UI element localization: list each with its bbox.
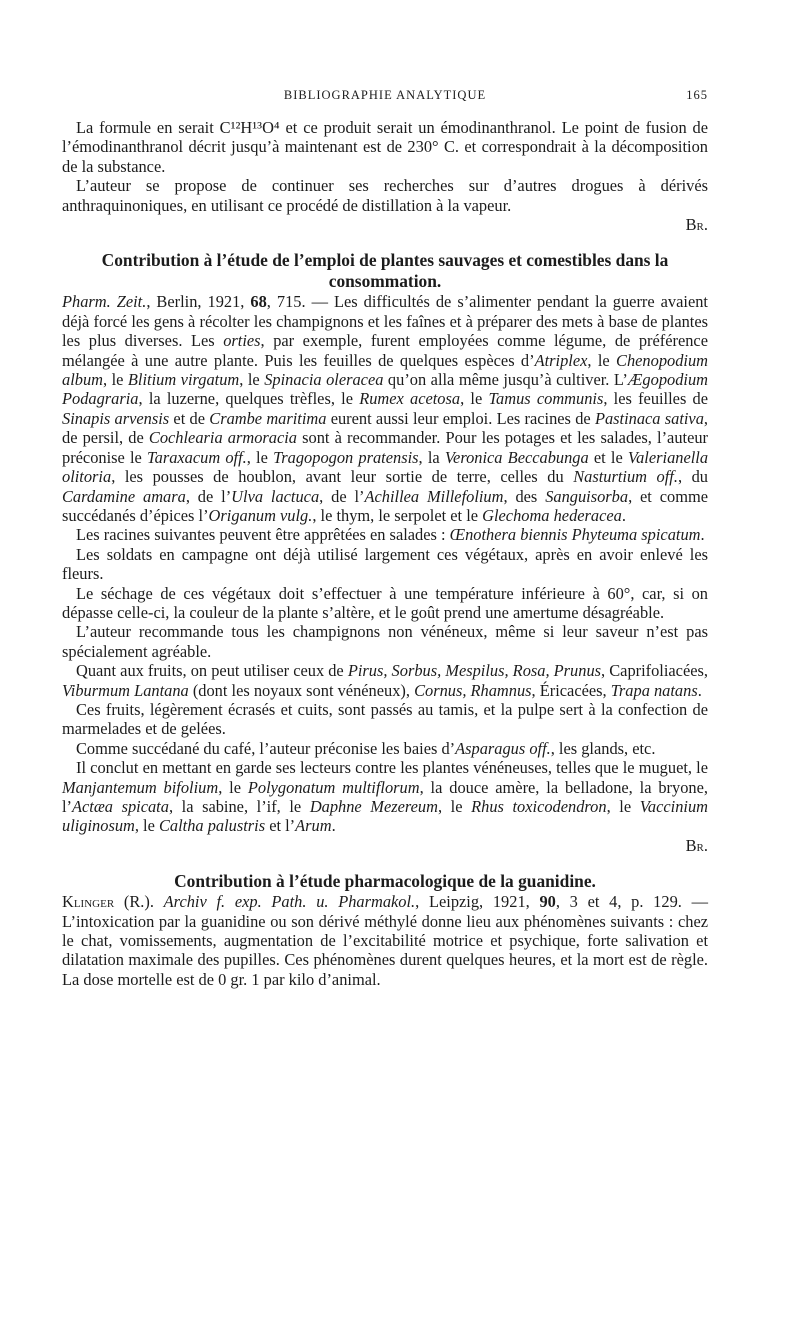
article1-paragraph-1: Pharm. Zeit., Berlin, 1921, 68, 715. — Les difficultés de s’alimenter pendant la guerre avaient déjà forcé les gens à récolter les champignons et les faînes et à préparer des mets à base de plantes les plus diverses. Les orties, par exemple, furent employées comme légume, de préférence mélangée à une autre plante. Puis les feuilles de quelques espèces d’Atriplex, le Chenopodium album, le Blitium virgatum, le Spinacia oleracea qu’on alla même jusqu’à cultiver. L’Ægopodium Podagraria, la luzerne, quelques trèfles, le Rumex acetosa, le Tamus communis, les feuilles de Sinapis arvensis et de Crambe maritima eurent aussi leur emploi. Les racines de Pastinaca sativa, de persil, de Cochlearia armoracia sont à recommander. Pour les potages et les salades, l’auteur préconise le Taraxacum off., le Tragopogon pratensis, la Veronica Beccabunga et le Valerianella olitoria, les pousses de houblon, avant leur sortie de terre, celles du Nasturtium off., du Cardamine amara, de l’Ulva lactuca, de l’Achillea Millefolium, des Sanguisorba, et comme succédanés d’épices l’Origanum vulg., le thym, le serpolet et le Glechoma hederacea. [62, 292, 709, 525]
article1-paragraph-9: Il conclut en mettant en garde ses lecteurs contre les plantes vénéneuses, telles que le muguet, le Manjantemum bifolium, le Polygonatum multiflorum, la douce amère, la belladone, la bryone, l’Actæa spicata, la sabine, l’if, le Daphne Mezereum, le Rhus toxicodendron, le Vaccinium uliginosum, le Caltha palustris et l’Arum. [62, 758, 708, 836]
article1-title: Contribution à l’étude de l’emploi de plantes sauvages et comestibles dans la consommation. [101, 250, 669, 292]
page [62, 0, 708, 989]
article1-paragraph-6: Quant aux fruits, on peut utiliser ceux de Pirus, Sorbus, Mespilus, Rosa, Prunus, Caprifoliacées, Viburmum Lantana (dont les noyaux sont vénéneux), Cornus, Rhamnus, Éricacées, Trapa natans. [62, 661, 708, 700]
article1-paragraph-7: Ces fruits, légèrement écrasés et cuits, sont passés au tamis, et la pulpe sert à la confection de marmelades et de gelées. [62, 699, 708, 739]
article1-volume: 68 [250, 292, 267, 312]
article1-paragraph-3: Les soldats en campagne ont déjà utilisé largement ces végétaux, après en avoir enlevé les fleurs. [62, 544, 708, 584]
intro-signature: Br. [685, 215, 708, 235]
article1-paragraph-5: L’auteur recommande tous les champignons non vénéneux, même si leur saveur n’est pas spécialement agréable. [62, 622, 708, 661]
article2-paragraph: Klinger (R.). Archiv f. exp. Path. u. Pharmakol., Leipzig, 1921, 90, 3 et 4, p. 129. — L’intoxication par la guanidine ou son dérivé méthylé donne lieu aux phénomènes suivants : chez le chat, vomissements, augmentation de l’excitabilité motrice et psychique, forte salivation et dilatation maximale des pupilles. Ces phénomènes durent quelques heures, et la mort est de règle. La dose mortelle est de 0 gr. 1 par kilo d’animal. [62, 892, 708, 989]
article1-paragraph-2: Les racines suivantes peuvent être apprêtées en salades : Œnothera biennis Phyteuma spicatum. [76, 525, 705, 545]
article2-journal: Archiv f. exp. Path. u. Pharmakol. [163, 892, 416, 912]
article1-signature: Br. [685, 835, 708, 855]
page-number: 165 [686, 88, 708, 102]
article2-author: Klinger (R.). [62, 892, 154, 912]
article1-journal: Pharm. Zeit. [62, 292, 147, 312]
article1-paragraph-8: Comme succédané du café, l’auteur préconise les baies d’Asparagus off., les glands, etc. [76, 738, 656, 758]
running-head [62, 86, 708, 106]
article1-paragraph-4: Le séchage de ces végétaux doit s’effectuer à une température inférieure à 60°, car, si on dépasse celle-ci, la couleur de la plante s’altère, et le goût prend une amertume désagréable. [62, 583, 708, 622]
intro-paragraph-2: L’auteur se propose de continuer ses recherches sur d’autres drogues à dérivés anthraquinoniques, en utilisant ce procédé de distillation à la vapeur. [62, 176, 708, 215]
article2-title: Contribution à l’étude pharmacologique de la guanidine. [174, 871, 596, 892]
running-head-title: BIBLIOGRAPHIE ANALYTIQUE [283, 88, 487, 102]
intro-paragraph-1: La formule en serait C¹²H¹³O⁴ et ce produit serait un émodinanthranol. Le point de fusion de l’émodinanthranol décrit jusqu’à maintenant est de 230° C. et correspondrait à la décomposition de la substance. [62, 118, 708, 176]
article2-volume: 90 [539, 892, 556, 912]
